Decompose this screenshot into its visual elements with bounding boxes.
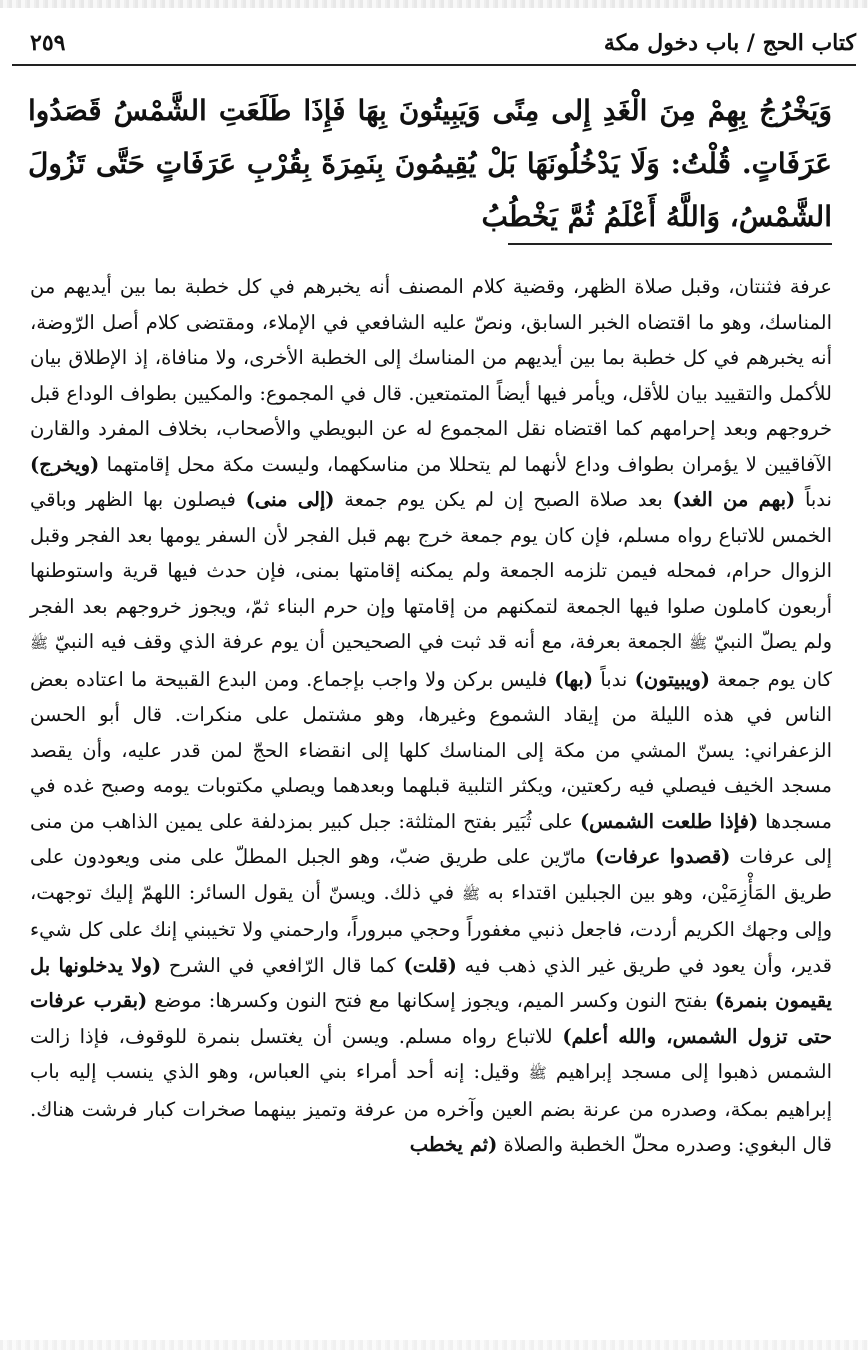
scan-edge-bottom bbox=[0, 1340, 868, 1350]
page-header bbox=[12, 28, 856, 66]
commentary-text: ندباً bbox=[600, 667, 628, 691]
quoted-matn: (بهم من الغد) bbox=[672, 488, 796, 511]
commentary-text: الجمعة بعرفة، مع أنه قد ثبت في الصحيحين أن يوم عرفة الذي وقف فيه النبيّ bbox=[54, 630, 683, 653]
commentary-body bbox=[30, 269, 832, 1163]
commentary-text: على ثُبَير بفتح المثلثة: جبل كبير بمزدلفة على يمين الذاهب من منى إلى عرفات bbox=[30, 809, 833, 868]
commentary-text: للاتباع رواه مسلم. ويسن أن يغتسل بنمرة للوقوف، فإذا زالت الشمس ذهبوا إلى مسجد إبراهيم bbox=[30, 1024, 833, 1083]
commentary-text: فيصلون بها الظهر وباقي الخمس للاتباع رواه مسلم، فإن كان يوم جمعة خرج بهم قبل الفجر لأن السفر يومها بعد الفجر وقبل الزوال حرام، فمحله فيمن تلزمه الجمعة ولم يمكنه إقامتها بمنى، فإن حدث فيها قرية واستوطنها أربعون كاملون صلوا فيها الجمعة لتمكنهم من إقامتها وإن حرم البناء ثمّ، ويجوز خروجهم بعد الفجر ولم يصلّ النبيّ bbox=[30, 488, 832, 653]
quoted-matn: (فإذا طلعت الشمس) bbox=[579, 809, 759, 833]
scan-edge-top bbox=[0, 0, 868, 8]
commentary-text: بعد صلاة الصبح إن لم يكن يوم جمعة bbox=[344, 488, 663, 511]
running-title: كتاب الحج / باب دخول مكة bbox=[603, 30, 856, 56]
quoted-matn: (قلت) bbox=[403, 953, 457, 977]
quoted-matn: (بقرب عرفات حتى تزول الشمس، والله أعلم) bbox=[30, 989, 833, 1048]
quoted-matn: (ثم يخطب bbox=[409, 1133, 498, 1156]
page-number: ٢٥٩ bbox=[30, 30, 66, 56]
quoted-matn: (بها) bbox=[554, 667, 594, 691]
commentary-text: في ذلك. ويسنّ أن يقول السائر: اللهمّ إليك توجهت، وإلى وجهك الكريم أردت، فاجعل ذنبي مغفوراً وحجي مبروراً، وارحمني ولا تخيبني إنك على كل شيء قدير، وأن يعود في طريق غير الذي ذهب فيه bbox=[30, 880, 833, 977]
commentary-text: كما قال الرّافعي في الشرح bbox=[168, 953, 396, 977]
salawat-symbol: ﷺ bbox=[461, 884, 481, 903]
commentary-text: فليس بركن ولا واجب بإجماع. ومن البدع القبيحة ما اعتاده بعض الناس في هذه الليلة من إيقاد الشموع وغيرها، وهو مشتمل على منكرات. قال أبو الحسن الزعفراني: يسنّ المشي من مكة إلى المناسك كلها إلى انقضاء الحجّ لمن قدر عليه، وأن يقصد مسجد الخيف فيصلي فيه ركعتين، ويكثر التلبية قبلهما وبعدهما ويصلي مكتوبات يومه وصبح غده في مسجدها bbox=[30, 667, 832, 833]
quoted-matn: (ويبيتون) bbox=[634, 667, 710, 691]
quoted-matn: (ولا يدخلونها بل يقيمون بنمرة) bbox=[30, 953, 832, 1012]
matn-text: وَيَخْرُجُ بِهِمْ مِنَ الْغَدِ إِلى مِنًى وَيَبِيتُونَ بِهَا فَإِذَا طَلَعَتِ الشَّمْسُ قَصَدُوا عَرَفَاتٍ. قُلْتُ: وَلَا يَدْخُلُونَهَا بَلْ يُقِيمُونَ بِنَمِرَةَ بِقُرْبِ عَرَفَاتٍ حَتَّى تَزُولَ الشَّمْسُ، وَاللَّهُ أَعْلَمُ ثُمَّ يَخْطُبُ bbox=[28, 94, 832, 233]
salawat-symbol: ﷺ bbox=[689, 634, 708, 652]
commentary-text: وقيل: إنه أحد أمراء بني العباس، وهو الذي ينسب إليه باب إبراهيم بمكة، وصدره من عرنة بضم العين وآخره من عرفة وتميز بينهما صخرات كبار فرشت هناك. قال البغوي: وصدره محلّ الخطبة والصلاة bbox=[30, 1060, 832, 1156]
salawat-symbol: ﷺ bbox=[30, 634, 49, 652]
commentary-text: كان يوم جمعة bbox=[717, 667, 833, 691]
commentary-text: عرفة فثنتان، وقبل صلاة الظهر، وقضية كلام المصنف أنه يخبرهم في كل خطبة بما بين أيديهم من المناسك، وهو ما اقتضاه الخبر السابق، ونصّ عليه الشافعي في الإملاء، ومقتضى كلام أصل الرّوضة، أنه يخبرهم في كل خطبة بما بين أيديهم من المناسك إلى الخطبة الأخرى، ولا منافاة، إذ الإطلاق بيان للأكمل والتقييد بيان للأقل، ويأمر فيها أيضاً المتمتعين. قال في المجموع: والمكيين بطواف الوداع قبل خروجهم وبعد إحرامهم كما اقتضاه نقل المجموع له عن البويطي والأصحاب، بخلاف المفرد والقارن الآفاقيين لا يؤمران بطواف وداع لأنهما لم يتحللا من مناسكهما، وليست مكة محل إقامتهما bbox=[30, 275, 832, 476]
quoted-matn: (ويخرج) bbox=[30, 452, 100, 476]
commentary-paragraph bbox=[30, 269, 832, 1163]
commentary-text: ندباً bbox=[804, 488, 832, 511]
quoted-matn: (قصدوا عرفات) bbox=[595, 845, 731, 868]
separator-rule bbox=[508, 243, 832, 245]
commentary-text: مارّين على طريق ضبّ، وهو الجبل المطلّ على منى ويعودون على طريق المَأْزِمَيْن، وهو بين الجبلين اقتداء به bbox=[30, 845, 833, 904]
commentary-text: بفتح النون وكسر الميم، ويجوز إسكانها مع فتح النون وكسرها: موضع bbox=[154, 989, 708, 1012]
quoted-matn: (إلى منى) bbox=[245, 488, 335, 511]
salawat-symbol: ﷺ bbox=[528, 1064, 547, 1082]
